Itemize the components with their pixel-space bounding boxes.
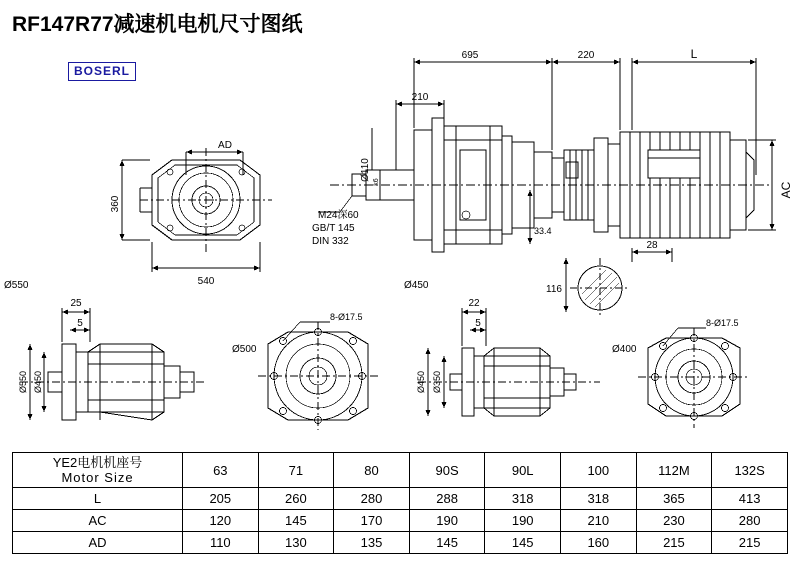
cell-L-1: 260 (258, 488, 334, 510)
dim-33-4: 33.4 (534, 226, 552, 236)
cell-AC-4: 190 (485, 510, 561, 532)
dim-5-left: 5 (77, 318, 83, 329)
dim-d450-mid: Ø450 (404, 280, 429, 291)
dim-5-right: 5 (475, 318, 481, 329)
table-col-6: 112M (636, 453, 712, 488)
table-col-0: 63 (183, 453, 259, 488)
dim-d110-tolerance: k6 (373, 178, 380, 186)
dim-116: 116 (546, 284, 562, 295)
label-gbt145: GB/T 145 (312, 223, 355, 234)
dim-d500: Ø500 (232, 344, 257, 355)
table-header-label (13, 453, 183, 488)
table-col-7: 132S (712, 453, 788, 488)
table-col-2: 80 (334, 453, 410, 488)
table-col-3: 90S (409, 453, 485, 488)
dim-695: 695 (461, 50, 479, 61)
cell-AC-1: 145 (258, 510, 334, 532)
dim-360: 360 (110, 195, 121, 213)
row-label-L: L (13, 488, 183, 510)
dim-d110: Ø110 (360, 158, 371, 182)
cell-L-5: 318 (561, 488, 637, 510)
cell-L-0: 205 (183, 488, 259, 510)
dim-d350-side: Ø350 (432, 370, 442, 394)
cell-AD-0: 110 (183, 532, 259, 554)
cell-AD-5: 160 (561, 532, 637, 554)
cell-AD-2: 135 (334, 532, 410, 554)
table-col-5: 100 (561, 453, 637, 488)
dim-ad-top: AD (218, 140, 232, 151)
motor-size-table (12, 452, 788, 554)
brand-logo: BOSERL (68, 62, 136, 81)
dim-220: 220 (577, 50, 595, 61)
dim-28: 28 (646, 240, 658, 251)
dim-210: 210 (411, 92, 429, 103)
table-col-4: 90L (485, 453, 561, 488)
dim-d400: Ø400 (612, 344, 637, 355)
cell-AC-6: 230 (636, 510, 712, 532)
cell-AC-3: 190 (409, 510, 485, 532)
dim-d550-left: Ø550 (4, 280, 29, 291)
table-header-en: Motor Size (61, 470, 134, 485)
cell-L-2: 280 (334, 488, 410, 510)
cell-AC-7: 280 (712, 510, 788, 532)
dim-L: L (690, 47, 698, 61)
dim-d550-side: Ø550 (18, 370, 28, 394)
cell-AD-3: 145 (409, 532, 485, 554)
cell-L-7: 413 (712, 488, 788, 510)
table-row (13, 532, 788, 554)
cell-AD-1: 130 (258, 532, 334, 554)
dim-ac-right: AC (779, 181, 793, 199)
page-title: RF147R77减速机电机尺寸图纸 (12, 13, 303, 36)
row-label-AD: AD (13, 532, 183, 554)
label-din332: DIN 332 (312, 236, 349, 247)
dim-22: 22 (468, 298, 480, 309)
label-m24: M24深60 (318, 210, 359, 221)
cell-L-3: 288 (409, 488, 485, 510)
dim-25: 25 (70, 298, 82, 309)
cell-AD-6: 215 (636, 532, 712, 554)
table-header-cn: YE2电机机座号 (52, 455, 143, 470)
row-label-AC: AC (13, 510, 183, 532)
table-row (13, 488, 788, 510)
dim-bolt-right: 8-Ø17.5 (706, 318, 739, 328)
cell-AC-0: 120 (183, 510, 259, 532)
dim-d450-side: Ø450 (33, 370, 43, 394)
cell-AC-2: 170 (334, 510, 410, 532)
cell-AD-7: 215 (712, 532, 788, 554)
cell-AD-4: 145 (485, 532, 561, 554)
dim-bolt-left: 8-Ø17.5 (330, 312, 363, 322)
cell-AC-5: 210 (561, 510, 637, 532)
dim-540: 540 (197, 276, 215, 287)
table-col-1: 71 (258, 453, 334, 488)
table-header-row (13, 453, 788, 488)
dim-d450-side2: Ø450 (416, 370, 426, 394)
cell-L-4: 318 (485, 488, 561, 510)
table-row (13, 510, 788, 532)
cell-L-6: 365 (636, 488, 712, 510)
